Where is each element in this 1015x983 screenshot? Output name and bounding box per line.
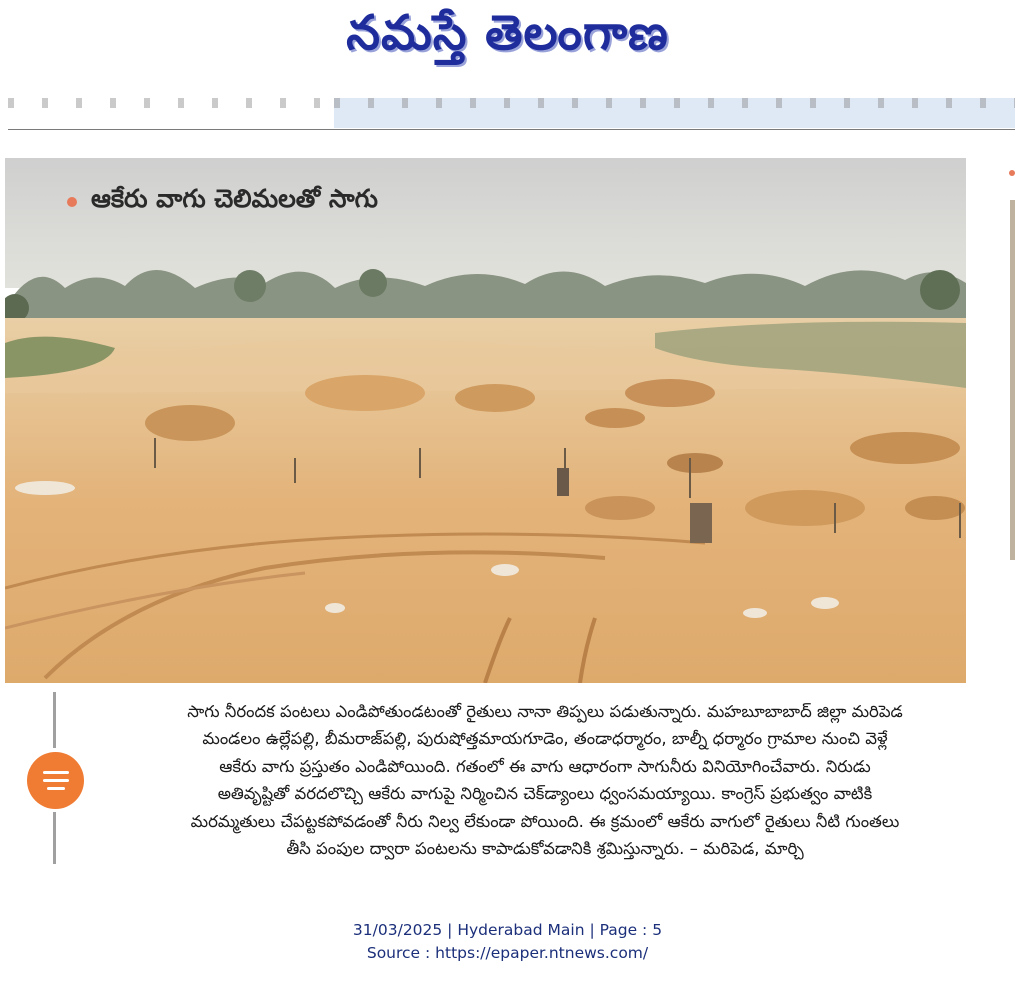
menu-button[interactable] [27,752,84,809]
adjacent-clip-dot [1009,170,1015,176]
sidebar-rule-bottom [53,812,56,864]
article-line: మండలం ఉల్లేపల్లి, బీమరాజ్‌పల్లి, పురుషోత్తమాయగూడెం, తండాధర్మారం, బాల్నీ ధర్మారం గ్రామాల నుంచి వెళ్లే [202,729,888,749]
adjacent-clip-strip-left [8,98,334,128]
sidebar-rule-top [53,692,56,748]
news-photo [5,158,966,683]
article-body [120,698,970,862]
article-line: సాగు నీరందక పంటలు ఎండిపోతుండటంతో రైతులు నానా తిప్పలు పడుతున్నారు. మహబూబాబాద్ జిల్లా మరిపెడ [187,702,903,721]
footer-edition-info: 31/03/2025 | Hyderabad Main | Page : 5 [352,921,663,939]
caption-text: ఆకేరు వాగు చెలిమలతో సాగు [91,184,378,213]
footer-source-link[interactable]: Source : https://epaper.ntnews.com/ [366,944,649,962]
article-line: అతివృష్టితో వరదలొచ్చి ఆకేరు వాగుపై నిర్మించిన చెక్‌డ్యాంలు ధ్వంసమయ్యాయి. కాంగ్రెస్ ప్రభుత్వం వాటికి [217,784,873,804]
masthead [0,0,1015,78]
article-line: ఆకేరు వాగు ప్రస్తుతం ఎండిపోయింది. గతంలో ఈ వాగు ఆధారంగా సాగునీరు వినియోగించేవారు. నిరుడు [219,756,871,776]
divider-rule [8,129,1015,130]
adjacent-clip-strip-right [334,98,1015,128]
dry-riverbed-image [5,158,966,683]
dot-bullet-icon [67,197,77,207]
hamburger-icon [43,771,69,774]
article-line: తీసి పంపుల ద్వారా పంటలను కాపాడుకోవడానికి శ్రమిస్తున్నారు. – మరిపెడ, మార్చి [286,839,804,859]
adjacent-clip-edge [1010,200,1015,560]
photo-caption [67,184,378,220]
article-line: మరమ్మతులు చేపట్టకపోవడంతో నీరు నిల్వ లేకుండా పోయింది. ఈ క్రమంలో ఆకేరు వాగులో రైతులు నీటి గుంతలు [190,811,900,831]
newspaper-logo: నమస్తే తెలంగాణ [346,5,669,61]
